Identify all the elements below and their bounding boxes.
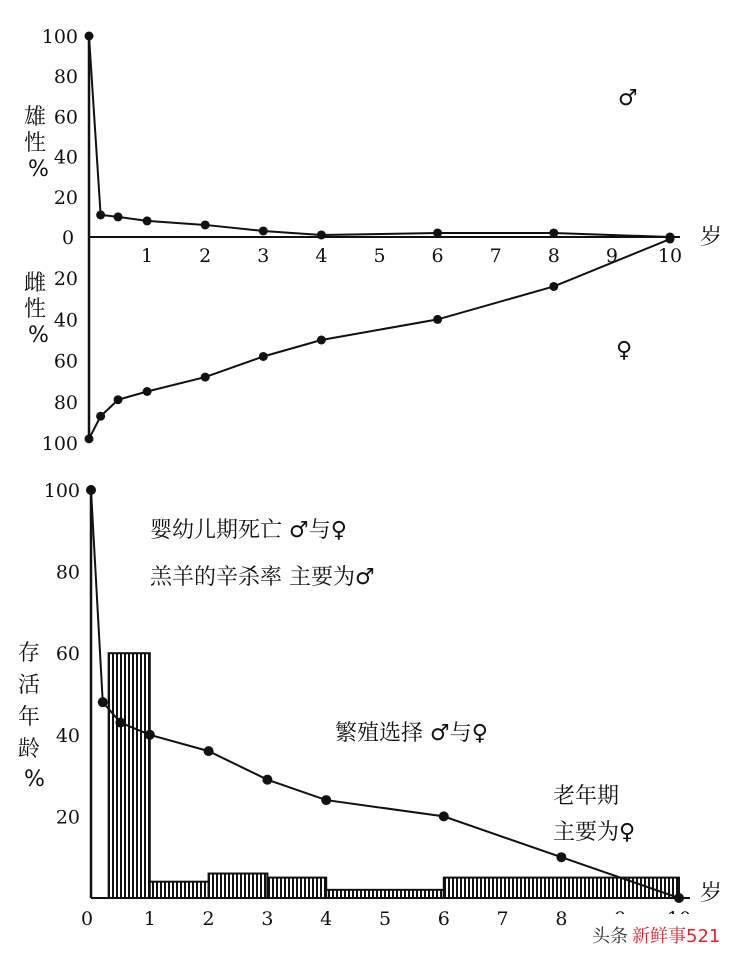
mortality-bar <box>150 882 209 898</box>
mortality-bar <box>326 890 444 898</box>
survival-point <box>439 811 449 821</box>
survival-point <box>321 795 331 805</box>
top-x-unit-label: 岁 <box>700 225 723 250</box>
bottom-x-tick-1: 1 <box>143 908 156 930</box>
bottom-y-tick-labels <box>44 480 80 828</box>
survival-point <box>145 730 155 740</box>
top-y-tick-female-100: 100 <box>41 433 78 455</box>
female-point <box>317 336 326 345</box>
bottom-x-tick-7: 7 <box>496 908 509 930</box>
female-point <box>85 434 94 443</box>
female-point <box>201 373 210 382</box>
top-zero-label: 0 <box>61 227 75 249</box>
top-x-tick-10: 10 <box>657 245 683 267</box>
male-point <box>96 210 105 219</box>
top-y-tick-male-20: 20 <box>53 186 78 209</box>
top-x-tick-7: 7 <box>489 245 502 267</box>
male-symbol: ♂ <box>618 86 638 111</box>
bottom-x-tick-2: 2 <box>202 908 215 930</box>
bottom-chart <box>18 480 722 930</box>
bottom-bars-group <box>109 653 679 898</box>
top-y-label-female: 雌 性 % <box>24 271 49 348</box>
mortality-bar <box>267 878 326 898</box>
bottom-x-tick-3: 3 <box>261 908 274 930</box>
top-y-tick-male-80: 80 <box>53 66 78 89</box>
top-y-label-male: 雄 性 % <box>24 105 49 182</box>
female-point <box>549 282 558 291</box>
bottom-y-label: 存 活 年 龄 % <box>18 641 45 792</box>
bottom-y-tick-40: 40 <box>55 724 80 747</box>
watermark <box>588 914 750 952</box>
top-x-tick-5: 5 <box>373 245 386 267</box>
bottom-y-tick-80: 80 <box>55 561 80 584</box>
annotation-old-age: 老年期 <box>553 784 620 809</box>
annotation-breeding-selection: 繁殖选择 ♂与♀ <box>335 721 488 746</box>
survival-point <box>86 485 96 495</box>
top-y-tick-female-60: 60 <box>53 350 78 373</box>
annotation-infant-mortality: 婴幼儿期死亡 ♂与♀ <box>150 518 347 543</box>
female-series-line <box>89 239 670 439</box>
mortality-bar <box>109 653 150 898</box>
bottom-x-tick-5: 5 <box>378 908 392 930</box>
survival-point <box>262 775 272 785</box>
male-point <box>549 228 558 237</box>
female-point <box>114 395 123 404</box>
female-point <box>259 352 268 361</box>
survival-point <box>674 893 684 903</box>
bottom-x-tick-6: 6 <box>437 908 450 930</box>
female-point <box>433 315 442 324</box>
male-point <box>433 228 442 237</box>
female-point <box>143 387 152 396</box>
male-point <box>114 212 123 221</box>
mortality-bar <box>209 874 268 898</box>
survival-point <box>115 718 125 728</box>
mortality-bar <box>444 878 679 898</box>
male-point <box>317 230 326 239</box>
bottom-x-unit-label: 岁 <box>700 881 723 906</box>
top-x-tick-4: 4 <box>315 245 328 267</box>
top-x-tick-3: 3 <box>257 245 270 267</box>
top-x-tick-6: 6 <box>431 245 444 267</box>
male-point <box>143 216 152 225</box>
male-series-line <box>89 36 670 237</box>
top-x-tick-9: 9 <box>605 245 618 267</box>
male-point <box>85 32 94 41</box>
top-x-tick-8: 8 <box>547 245 560 267</box>
bottom-y-tick-100: 100 <box>43 480 80 502</box>
annotation-lamb-kill-rate: 羔羊的辛杀率 主要为♂ <box>150 565 375 590</box>
top-y-tick-female-80: 80 <box>53 391 78 414</box>
bottom-x-tick-8: 8 <box>555 908 568 930</box>
top-x-tick-labels <box>141 245 682 267</box>
top-y-tick-male-60: 60 <box>53 106 78 129</box>
annotation-mainly-female: 主要为♀ <box>553 820 636 845</box>
male-point <box>201 220 210 229</box>
survival-point <box>98 697 108 707</box>
watermark-prefix: 头条 <box>592 926 628 947</box>
bottom-x-tick-0: 0 <box>80 908 94 930</box>
top-x-tick-2: 2 <box>199 245 212 267</box>
female-point <box>96 412 105 421</box>
survival-point <box>204 746 214 756</box>
top-y-tick-male-100: 100 <box>41 26 78 48</box>
bottom-x-tick-4: 4 <box>320 908 333 930</box>
male-point <box>259 226 268 235</box>
female-symbol: ♀ <box>616 338 633 363</box>
watermark-text: 新鲜事521 <box>632 926 721 947</box>
top-chart <box>24 26 722 455</box>
top-y-tick-male-40: 40 <box>53 146 78 169</box>
bottom-y-tick-60: 60 <box>55 643 80 666</box>
top-y-tick-female-20: 20 <box>53 268 78 291</box>
survival-point <box>556 852 566 862</box>
top-x-tick-1: 1 <box>141 245 154 267</box>
bottom-y-tick-20: 20 <box>55 806 80 829</box>
female-point <box>666 235 675 244</box>
top-y-tick-female-40: 40 <box>53 309 78 332</box>
